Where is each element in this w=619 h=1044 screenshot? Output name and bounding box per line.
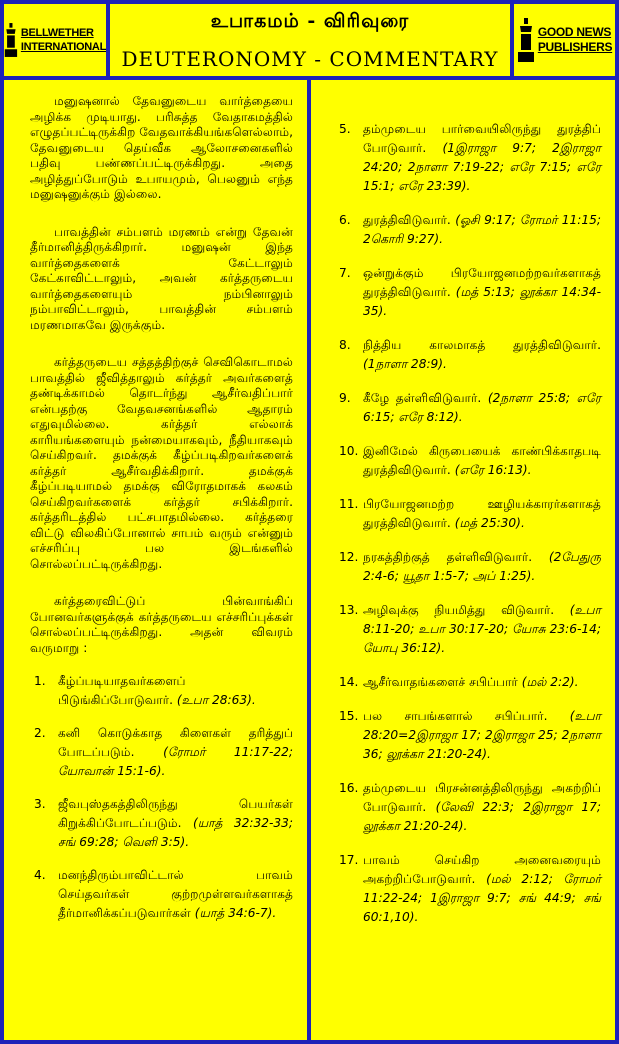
item-reference: (மல் 2:2). (521, 675, 579, 689)
item-reference: (மத் 25:30). (454, 516, 525, 530)
item-reference: (1நாளா 28:9). (363, 357, 447, 371)
list-item (34, 795, 293, 852)
paragraph: கர்த்தரைவிட்டுப் பின்வாங்கிப் போனவர்களுக்குக் கர்த்தருடைய எச்சரிப்புக்கள் சொல்லப்பட்டிருக்கிறது. அதன் விவரம் வருமாறு : (30, 594, 293, 655)
item-number: 15. (339, 709, 359, 723)
list-item (339, 548, 601, 586)
list-item (34, 866, 293, 923)
item-number: 9. (339, 391, 351, 405)
item-number: 4. (34, 868, 46, 882)
left-logo-line2: INTERNATIONAL (20, 41, 106, 53)
list-item (339, 851, 601, 927)
list-item (339, 442, 601, 480)
item-reference: (யாத் 32:32-33; சங் 69:28; வெளி 3:5). (58, 816, 293, 849)
list-item (339, 707, 601, 764)
item-text: கீழ்ப்படியாதவர்களைப் பிடுங்கிப்போடுவார். (58, 674, 186, 707)
list-item (339, 779, 601, 836)
item-number: 13. (339, 603, 359, 617)
item-reference: (ரோமர் 11:17-22; யோவான் 15:1-6). (58, 745, 293, 778)
item-reference: (2நாளா 25:8; எரே 6:15; எரே 8:12). (363, 391, 601, 424)
item-text: பிரயோஜனமற்ற ஊழியக்காரர்களாகத் துரத்திவிடுவார். (363, 497, 601, 530)
bell-tower-icon (4, 18, 18, 62)
item-reference: (எரே 16:13). (454, 463, 532, 477)
item-text: ஒன்றுக்கும் பிரயோஜனமற்றவர்களாகத் துரத்திவிடுவார். (363, 266, 601, 299)
item-number: 7. (339, 266, 351, 280)
list-item (339, 264, 601, 321)
item-reference: (உபா 28:63). (176, 693, 256, 707)
item-text: அழிவுக்கு நியமித்து விடுவார். (363, 603, 555, 617)
item-number: 2. (34, 726, 46, 740)
item-number: 8. (339, 338, 351, 352)
list-item (339, 601, 601, 658)
list-item (339, 389, 601, 427)
item-text: கீழே தள்ளிவிடுவார். (363, 391, 482, 405)
item-reference: (உபா 8:11-20; உபா 30:17-20; யோசு 23:6-14; யோபு 36:12). (363, 603, 601, 655)
item-text: பாவம் செய்கிற அனைவரையும் அகற்றிப்போடுவார். (363, 853, 601, 886)
item-reference: (யாத் 34:6-7). (194, 906, 277, 920)
item-reference: (மல் 2:12; ரோமர் 11:22-24; 1இராஜா 9:7; சங் 44:9; சங் 60:1,10). (363, 872, 601, 924)
tamil-title: உபாகமம் - விரிவுரை (210, 10, 410, 32)
item-reference: (லேவி 22:3; 2இராஜா 17; லூக்கா 21:20-24). (363, 800, 602, 833)
english-title: DEUTERONOMY - COMMENTARY (121, 47, 499, 71)
list-item (339, 211, 601, 249)
header-left-logo-box (4, 4, 106, 76)
item-number: 14. (339, 675, 359, 689)
bellwether-logo (4, 4, 106, 76)
list-item (34, 672, 293, 710)
warning-list-continued (339, 120, 601, 927)
item-number: 12. (339, 550, 359, 564)
item-text: ஜீவபுஸ்தகத்திலிருந்து பெயர்கள் கிறுக்கிப்போடப்படும். (58, 797, 293, 830)
item-text: கனி கொடுக்காத கிளைகள் தரித்துப் போடப்படும். (58, 726, 293, 759)
item-number: 5. (339, 122, 351, 136)
warning-list (30, 672, 293, 923)
list-item (34, 724, 293, 781)
item-text: தம்முடைய பார்வையிலிருந்து துரத்திப் போடுவார். (363, 122, 601, 155)
item-text: மனந்திரும்பாவிட்டால் பாவம் செய்தவர்கள் குற்றமுள்ளவர்களாகத் தீர்மானிக்கப்படுவார்கள் (58, 868, 293, 920)
item-number: 6. (339, 213, 351, 227)
paragraph: கர்த்தருடைய சத்தத்திற்குச் செவிகொடாமல் பாவத்தில் ஜீவித்தாலும் கர்த்தர் அவர்களைத் தண்டிக்காமல் தொடர்ந்து ஆசீர்வதிப்பார் என்பதற்கு வேதவசனங்களில் ஆதாரம் எதுவுமில்லை. கர்த்தர் எல்லாக் காரியங்களையும் நன்மையாகவும், நீதியாகவும் செய்கிறவர். தமக்குக் கீழ்ப்படிகிறவர்களைக் கர்த்தர் ஆசீர்வதிக்கிறார். தமக்குக் கீழ்ப்படியாமல் தமக்கு விரோதமாகக் கலகம் செய்கிறவர்களைக் கர்த்தர் சபிக்கிறார். கர்த்தரிடத்தில் பட்சபாதமில்லை. கர்த்தரை விட்டு விலகிப்போனால் சாபம் வரும் என்னும் எச்சரிப்பு பல இடங்களில் சொல்லப்பட்டிருக்கிறது. (30, 355, 293, 571)
header-right-logo-box (514, 4, 615, 76)
left-logo-line1: BELLWETHER (20, 27, 94, 39)
list-item (339, 336, 601, 374)
list-item (339, 120, 601, 196)
item-number: 17. (339, 853, 359, 867)
paragraph: பாவத்தின் சம்பளம் மரணம் என்று தேவன் தீர்மானித்திருக்கிறார். மனுஷன் இந்த வார்த்தைகளைக் கேட்டாலும் கேட்காவிட்டாலும், அவன் கர்த்தருடைய வார்த்தைகளையும் நம்பினாலும் நம்பாவிட்டாலும், பாவத்தின் சம்பளம் மரணமாகவே இருக்கும். (30, 224, 293, 332)
right-column (311, 80, 615, 1040)
left-column (4, 80, 307, 1040)
list-item (339, 495, 601, 533)
item-text: ஆசீர்வாதங்களைச் சபிப்பார் (363, 675, 518, 689)
right-logo-line2: PUBLISHERS (537, 40, 613, 54)
item-number: 10. (339, 444, 359, 458)
list-item (339, 673, 601, 692)
item-reference: (மத் 5:13; லூக்கா 14:34-35). (363, 285, 601, 318)
item-reference: (1இராஜா 9:7; 2இராஜா 24:20; 2நாளா 7:19-22; எரே 7:15; எரே 15:1; எரே 23:39). (363, 141, 601, 193)
item-number: 16. (339, 781, 359, 795)
item-reference: (ஓசி 9:17; ரோமர் 11:15; 2கொரி 9:27). (363, 213, 602, 246)
item-number: 11. (339, 497, 359, 511)
item-text: பல சாபங்களால் சபிப்பார். (363, 709, 548, 723)
tower-icon (517, 18, 535, 62)
item-reference: (2பேதுரு 2:4-6; யூதா 1:5-7; அப் 1:25). (363, 550, 601, 583)
item-text: நரகத்திற்குத் தள்ளிவிடுவார். (363, 550, 533, 564)
item-text: நித்திய காலமாகத் துரத்திவிடுவார். (363, 338, 601, 352)
paragraph: மனுஷனால் தேவனுடைய வார்த்தையை அழிக்க முடியாது. பரிசுத்த வேதாகமத்தில் எழுதப்பட்டிருக்கிற வேதவாக்கியங்களெல்லாம், தேவனுடைய தெய்வீக ஆலோசனைகளில் பதிவு பண்ணப்பட்டிருக்கிறது. அதை அழித்துப்போடும் உபாயமும், பெலனும் எந்த மனுஷனுக்கும் இல்லை. (30, 94, 294, 201)
item-text: தம்முடைய பிரசன்னத்திலிருந்து அகற்றிப் போடுவார். (363, 781, 601, 814)
header-title-box (110, 4, 510, 76)
item-text: இனிமேல் கிருபையைக் காண்பிக்காதபடி துரத்திவிடுவார். (363, 444, 601, 477)
item-text: துரத்திவிடுவார். (363, 213, 451, 227)
item-reference: (உபா 28:20=2இராஜா 17; 2இராஜா 25; 2நாளா 36; லூக்கா 21:20-24). (363, 709, 602, 761)
item-number: 1. (34, 674, 46, 688)
item-number: 3. (34, 797, 46, 811)
right-logo-line1: GOOD NEWS (537, 25, 612, 39)
good-news-logo (514, 4, 615, 76)
